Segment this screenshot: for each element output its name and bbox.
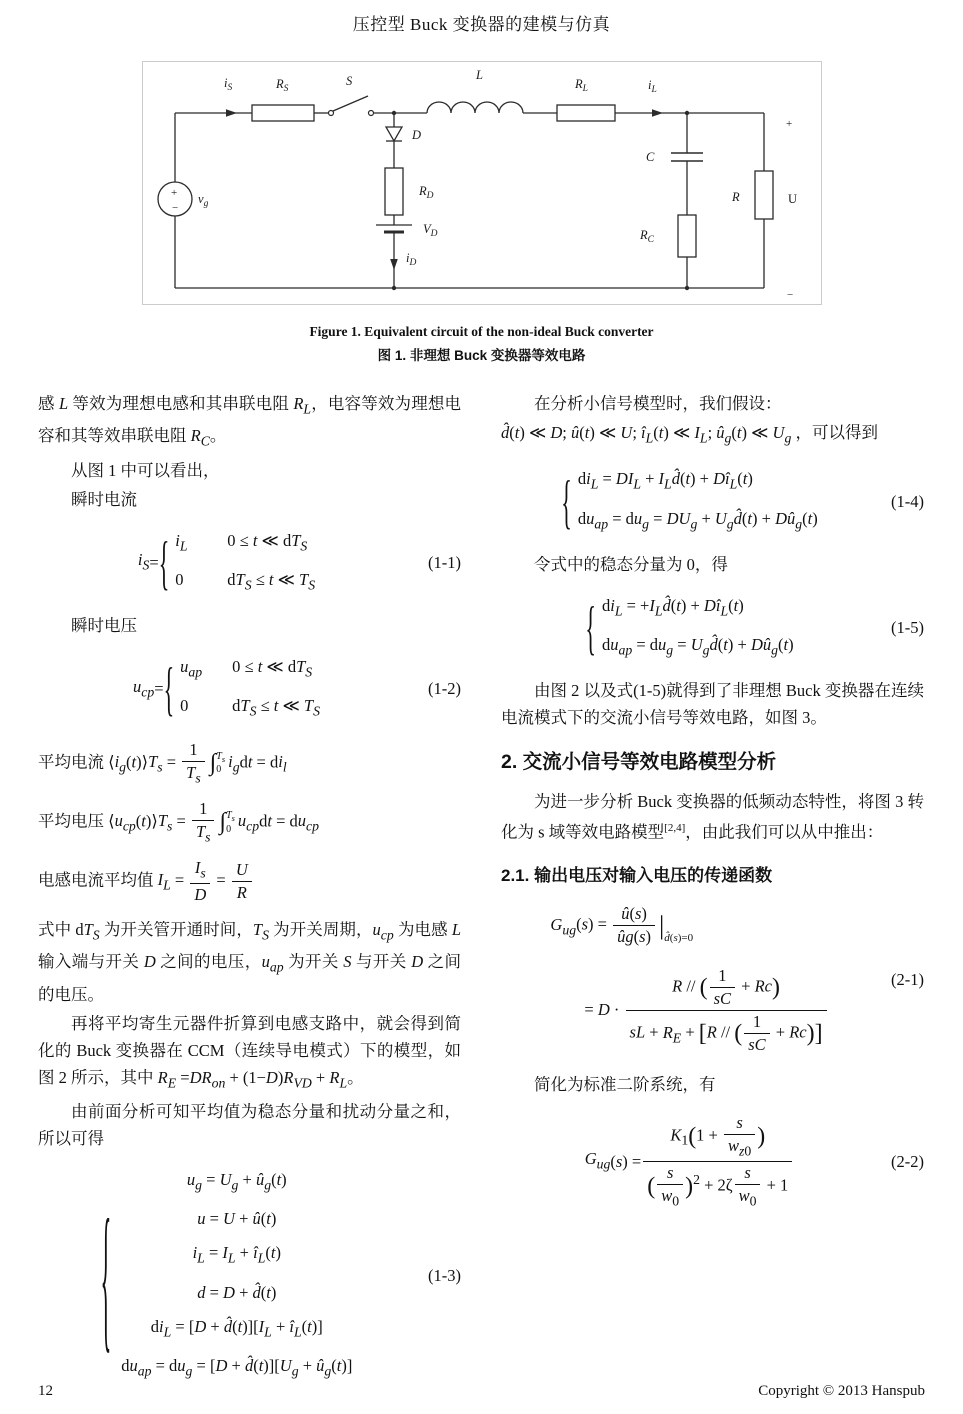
source-minus-sign: − <box>171 202 178 214</box>
inline-equation: 平均电压 $⟨u_{cp}(t)⟩T_s$ = $\frac{1}{T_s}$ ∫ $T_s$ 0 $u_{cp}dt = du_{cp}$ <box>38 798 319 845</box>
label-vg: $v_g$ <box>197 192 208 209</box>
switch-contact <box>328 111 333 116</box>
resistor-rc <box>678 215 696 257</box>
label-rl: $R_L$ <box>574 77 588 94</box>
inline-equation: 电感电流平均值 $I_L$ = $\frac{I_s}{D}$ = $\frac{U}{R}$ <box>38 857 461 906</box>
label-rs: $R_S$ <box>275 77 288 94</box>
page-number: 12 <box>38 1383 53 1399</box>
label-rc: $R_C$ <box>639 228 654 245</box>
equation-1-3 <box>38 1166 461 1384</box>
equation-body: { $u_g = U_g$ + $û_g(t)$ u = U + û(t) $i_L = I_L$ + $î_L(t)$ d = D + d̂(t) $di_L = [D$ + $d̂(t)][I_L$ + $î_L(t)$] $du_{ap} = du_g = [D$ + $d̂(t)][U_g$ + $û_g(t)$] <box>100 1170 353 1379</box>
paragraph: 简化为标准二阶系统，有 <box>534 1074 716 1094</box>
equation-number: (2-2) <box>891 1151 924 1171</box>
equation-body: $G_{ug}$ ( s ) = $K_1(1$ + $\frac{s}{w_{z0}}$ ) ( $\frac{s}{w_0}$ )$^2$ + 2ζ $\frac{s}{w_0}$ + 1 <box>501 1112 878 1211</box>
label-l: L <box>475 68 483 82</box>
label-is: $i_S$ <box>223 76 232 93</box>
figure-1 <box>142 61 822 364</box>
paragraph: 感 L 等效为理想电感和其串联电阻 $R_L$，电容等效为理想电容和其等效串联电阻 $R_C$。 <box>38 394 462 449</box>
label-d: D <box>411 128 421 142</box>
paragraph: 瞬时电压 <box>71 616 137 636</box>
label-u: U <box>787 192 797 206</box>
label-s: S <box>345 74 352 88</box>
equation-number: (1-3) <box>428 1265 461 1285</box>
label-r: R <box>731 190 740 204</box>
output-minus-sign: − <box>786 289 793 301</box>
paragraph: 瞬时电流 <box>71 489 137 509</box>
section-heading-2-1: 2.1. 输出电压对输入电压的传递函数 <box>501 865 773 885</box>
column-left <box>38 388 461 1398</box>
label-c: C <box>645 150 654 164</box>
equation-body: { $di_L$ = $+I_Ld̂(t)$ + $Dî_L(t)$ $du_{ap} = du_g$ = $U_gd̂(t)$ + $Dû_g(t)$ <box>585 593 794 662</box>
equation-2-2 <box>501 1112 924 1211</box>
page-footer <box>38 1383 925 1400</box>
equation-body: $u_{cp}$ = { $u_{ap}$ 0 ≤ t ≪ $dT_S$ 0 $dT_S \le t$ ≪ $T_S$ <box>133 655 320 723</box>
copyright-notice: Copyright © 2013 Hanspub <box>758 1383 925 1399</box>
column-right <box>501 388 924 1398</box>
figure-caption-en: Figure 1. Equivalent circuit of the non-ideal Buck converter <box>309 324 654 339</box>
figure-border <box>142 62 821 305</box>
inline-equation: d̂(t) ≪ D; û(t) ≪ U; $î_L(t)$ ≪ $I_L$; $û_g(t)$ ≪ $U_g$ ，可以得到 <box>501 423 878 446</box>
equation-2-1 <box>501 903 924 1057</box>
section-heading-2: 2. 交流小信号等效电路模型分析 <box>501 751 777 774</box>
figure-caption-zh: 图 1. 非理想 Buck 变换器等效电路 <box>377 348 586 363</box>
equation-number: (1-1) <box>428 552 461 572</box>
equation-number: (1-4) <box>891 491 924 511</box>
two-column-body <box>0 364 963 1398</box>
circuit-diagram <box>142 61 822 305</box>
inline-equation: 平均电流 $⟨i_g(t)⟩T_s$ = $\frac{1}{T_s}$ ∫ $T_s$ 0 $i_gdt = di_l$ <box>38 739 287 786</box>
source-plus-sign: + <box>170 187 177 199</box>
equation-number: (1-5) <box>891 618 924 638</box>
resistor-rs <box>252 105 314 121</box>
paragraph: 为进一步分析 Buck 变换器的低频动态特性，将图 3 转化为 s 域等效电路模型[2,4]，由此我们可以从中推出： <box>501 792 924 842</box>
equation-body: $G_{ug}(s)$ = $\frac{û(s)}{ûg(s)}$ $|_{d̂(s)=0}$ = D · R // ( $\frac{1}{sC}$ + Rc) sL + $R_E + [R$ // ( $\frac{1}{sC}$ + Rc)] <box>501 903 878 1057</box>
equation-body: $i_S$ = { $i_L$ 0 ≤ t ≪ $dT_S$ 0 $dT_S \le t$ ≪ $T_S$ <box>137 528 316 597</box>
paragraph: 式中 $dT_S$ 为开关管开通时间，$T_S$ 为开关周期，$u_{cp}$ 为电感 L 输入端与开关 D 之间的电压，$u_{ap}$ 为开关 S 与开关 D 之间的电压。 <box>38 920 462 1004</box>
equation-number: (2-1) <box>891 970 924 990</box>
resistor-rl <box>557 105 615 121</box>
paragraph: 由图 2 以及式(1-5)就得到了非理想 Buck 变换器在连续电流模式下的交流小信号等效电路，如图 3。 <box>501 681 924 728</box>
output-plus-sign: + <box>785 118 792 130</box>
paragraph: 令式中的稳态分量为 0，得 <box>534 554 728 574</box>
label-rd: $R_D$ <box>418 184 434 201</box>
paragraph: 从图 1 中可以看出， <box>71 460 220 480</box>
equation-1-4 <box>501 465 924 537</box>
resistor-r-load <box>755 171 773 219</box>
equation-number: (1-2) <box>428 679 461 699</box>
page-title: 压控型 Buck 变换器的建模与仿真 <box>352 15 611 34</box>
paragraph: 在分析小信号模型时，我们假设： <box>534 394 782 413</box>
label-il: $i_L$ <box>647 78 657 95</box>
equation-1-1 <box>38 527 461 599</box>
paragraph: 再将平均寄生元器件折算到电感支路中，就会得到简化的 Buck 变换器在 CCM（连续导电模式）下的模型，如图 2 所示，其中 $R_E =DR_{on} + (1-D)R_{VD} + R_L$。 <box>38 1013 461 1091</box>
label-vd: $V_D$ <box>422 222 438 239</box>
equation-body: { $di_L = DI_L$ + $I_Ld̂(t)$ + $Dî_L(t)$ $du_{ap} = du_g = DU_g$ + $U_gd̂(t)$ + $Dû_g(t)$ <box>561 467 818 535</box>
paragraph: 由前面分析可知平均值为稳态分量和扰动分量之和，所以可得 <box>38 1102 461 1149</box>
label-id: $i_D$ <box>405 251 416 268</box>
switch-contact <box>368 111 373 116</box>
equation-1-2 <box>38 653 461 725</box>
resistor-rd <box>385 168 403 215</box>
equation-1-5 <box>501 592 924 664</box>
